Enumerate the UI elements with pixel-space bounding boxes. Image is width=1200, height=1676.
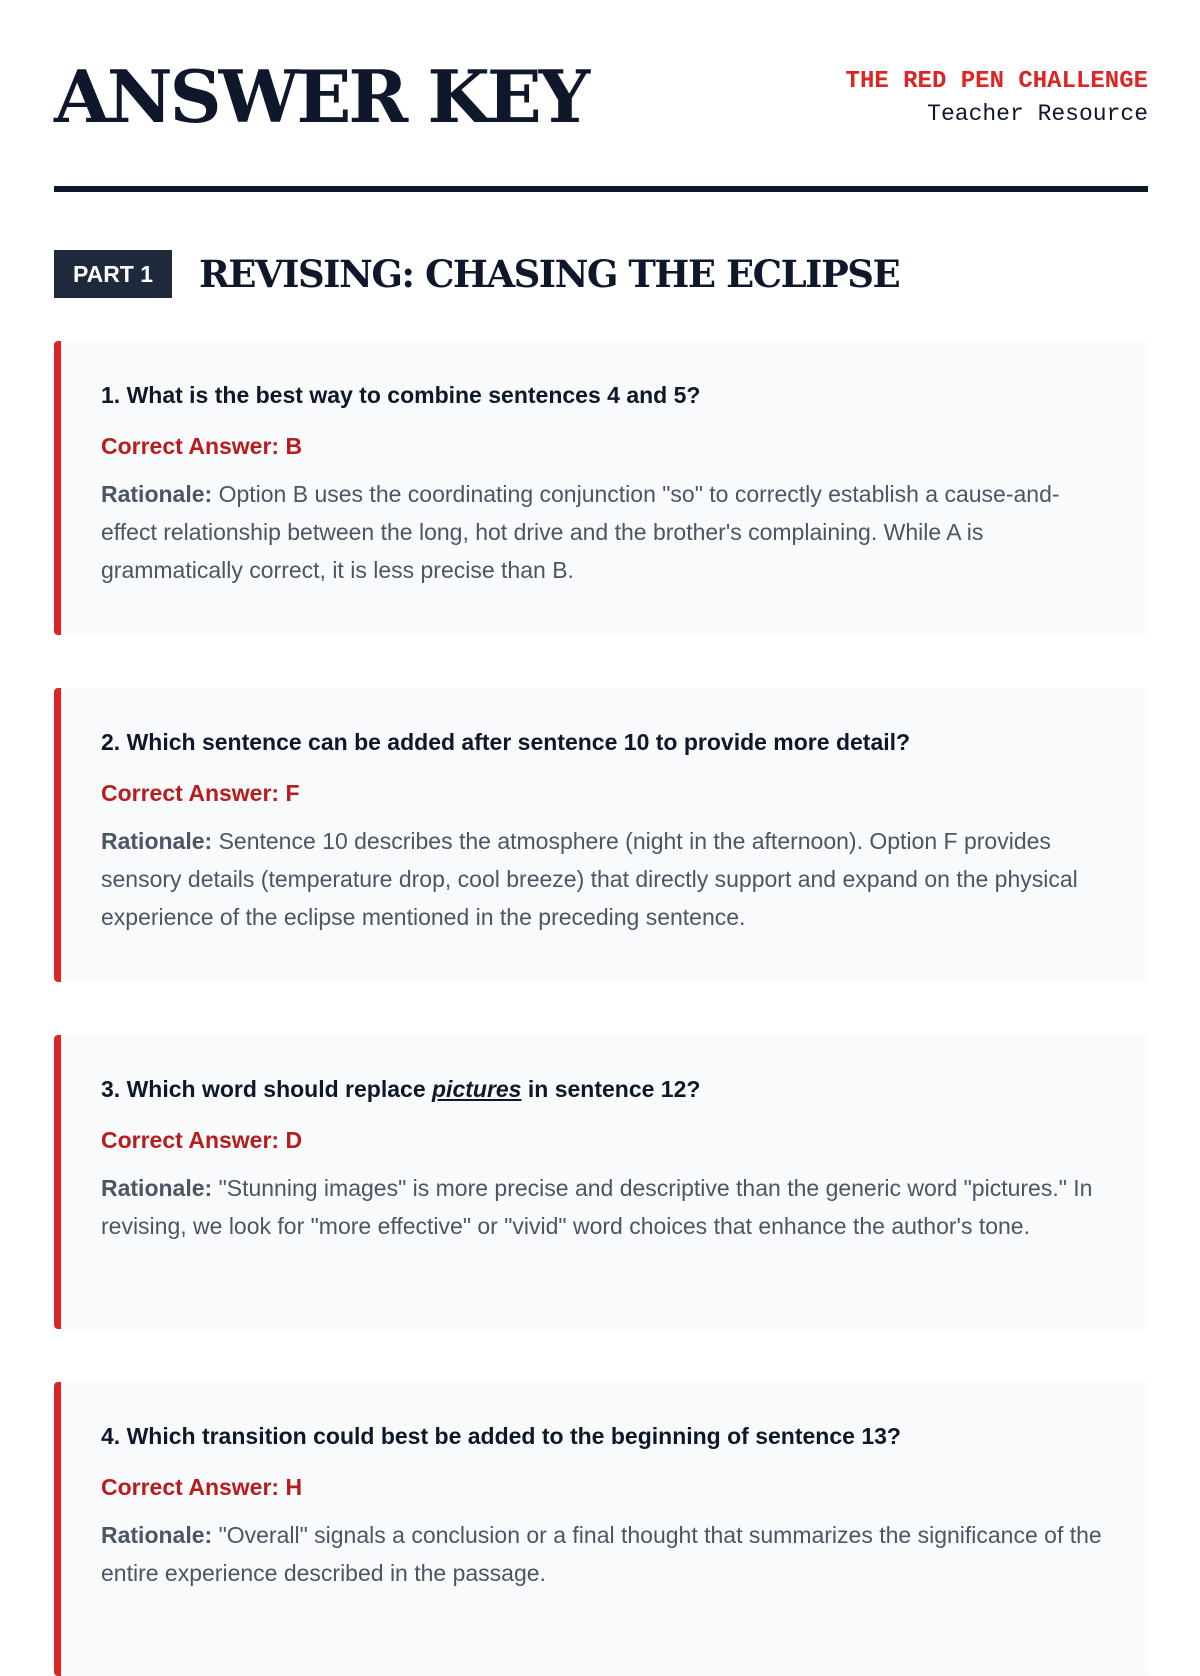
question-term: pictures	[432, 1076, 522, 1102]
answer-card-4	[54, 1382, 1148, 1676]
correct-answer: Correct Answer: B	[101, 433, 303, 459]
rationale-label: Rationale:	[101, 828, 213, 854]
answer-card-1	[54, 341, 1148, 635]
correct-answer: Correct Answer: F	[101, 780, 300, 806]
question-text-end: in sentence 12?	[521, 1076, 701, 1102]
rationale-text: "Stunning images" is more precise and descriptive than the generic word "pictures." In revising, we look for "more effective" or "vivid" word choices that enhance the author's tone.	[101, 1175, 1093, 1239]
page-header	[54, 0, 1148, 189]
correct-answer: Correct Answer: D	[101, 1127, 303, 1153]
rationale-text: Sentence 10 describes the atmosphere (night in the afternoon). Option F provides sensory details (temperature drop, cool breeze) that directly support and expand on the physical experience of the eclipse mentioned in the preceding sentence.	[101, 828, 1078, 930]
rationale-label: Rationale:	[101, 1522, 213, 1548]
resource-label: Teacher Resource	[927, 101, 1148, 127]
answer-card-3	[54, 1035, 1148, 1329]
rationale-label: Rationale:	[101, 1175, 213, 1201]
question-text: 2. Which sentence can be added after sentence 10 to provide more detail?	[101, 729, 911, 755]
rationale-label: Rationale:	[101, 481, 213, 507]
question-text-start: 3. Which word should replace	[101, 1076, 432, 1102]
part-heading	[54, 250, 1148, 298]
question-text	[101, 1071, 1103, 1107]
header-meta	[846, 66, 1148, 130]
rationale	[101, 1169, 1103, 1245]
page-title: ANSWER KEY	[54, 54, 588, 139]
part-title: REVISING: CHASING THE ECLIPSE	[199, 252, 900, 296]
answer-card-2	[54, 688, 1148, 982]
rationale	[101, 822, 1103, 936]
question-text: 1. What is the best way to combine sentences 4 and 5?	[101, 382, 701, 408]
challenge-name: THE RED PEN CHALLENGE	[845, 68, 1148, 95]
correct-answer: Correct Answer: H	[101, 1474, 303, 1500]
answer-key-page	[54, 0, 1148, 1586]
part-badge: PART 1	[54, 250, 172, 298]
header-divider	[54, 186, 1148, 192]
question-text: 4. Which transition could best be added to the beginning of sentence 13?	[101, 1423, 901, 1449]
rationale-text: "Overall" signals a conclusion or a final thought that summarizes the significance of the entire experience described in the passage.	[101, 1522, 1102, 1586]
rationale-text: Option B uses the coordinating conjunction "so" to correctly establish a cause-and-effect relationship between the long, hot drive and the brother's complaining. While A is grammatically correct, it is less precise than B.	[101, 481, 1060, 583]
rationale	[101, 475, 1103, 589]
rationale	[101, 1516, 1103, 1592]
